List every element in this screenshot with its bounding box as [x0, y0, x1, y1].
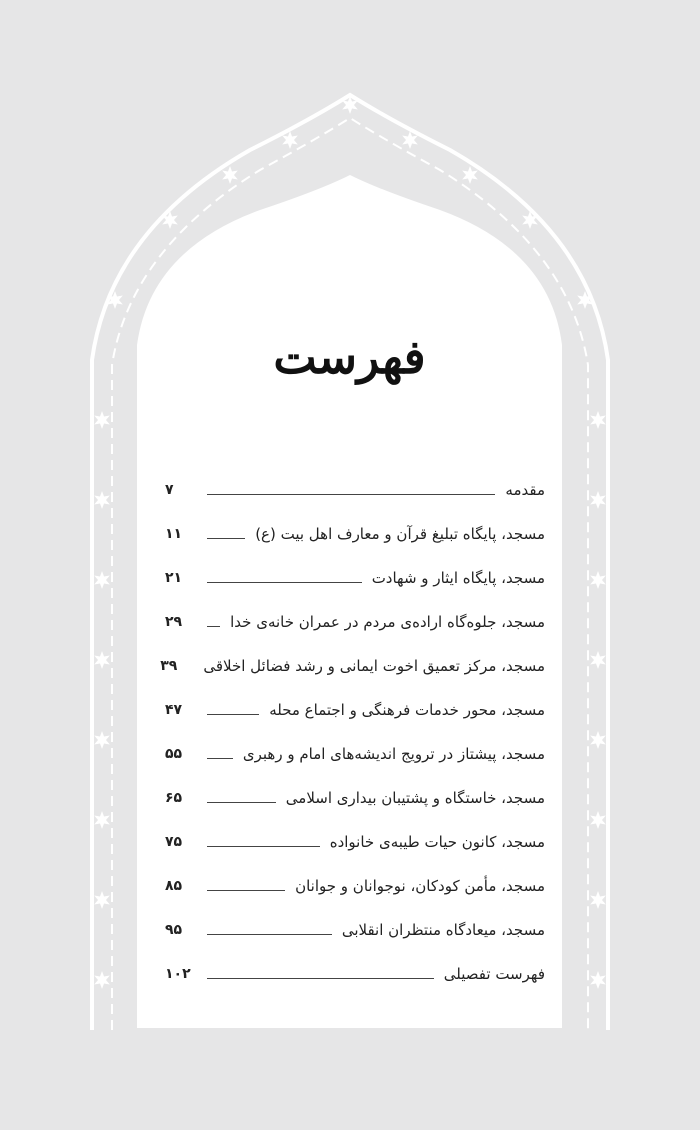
toc-entry-label: مسجد، پایگاه ایثار و شهادت [371, 569, 545, 587]
leader-line [207, 538, 245, 539]
toc-entry[interactable] [165, 908, 545, 952]
star-ornament [94, 571, 110, 589]
toc-entry-page: ۱۰۲ [165, 966, 191, 982]
star-ornament [94, 731, 110, 749]
toc-entry-label: مسجد، خاستگاه و پشتیبان بیداری اسلامی [285, 789, 545, 807]
leader-line [207, 494, 495, 495]
toc-entry[interactable] [165, 732, 545, 776]
toc-entry-label: مسجد، پیشتاز در ترویج اندیشه‌های امام و رهبری [242, 745, 545, 763]
toc-entry-page: ۷ [165, 482, 174, 498]
toc-entry-page: ۲۱ [165, 570, 183, 586]
toc-entry[interactable] [165, 512, 545, 556]
leader-line [207, 626, 220, 627]
star-ornament [590, 411, 606, 429]
star-ornament [590, 651, 606, 669]
toc-entry-label: مسجد، میعادگاه منتظران انقلابی [341, 921, 545, 939]
toc-entry-label: مسجد، جلوه‌گاه اراده‌ی مردم در عمران خانه‌ی خدا [230, 613, 545, 631]
toc-entry[interactable] [165, 556, 545, 600]
star-ornament [94, 651, 110, 669]
toc-entry[interactable] [165, 688, 545, 732]
star-ornament [222, 166, 238, 184]
leader-line [207, 582, 362, 583]
star-ornament [590, 491, 606, 509]
star-ornament [590, 811, 606, 829]
toc-entry[interactable] [165, 468, 545, 512]
toc-entry-page: ۵۵ [165, 746, 183, 762]
leader-line [207, 890, 285, 891]
star-ornament [590, 971, 606, 989]
toc-entry[interactable] [165, 600, 545, 644]
leader-line [207, 846, 320, 847]
page-title: فهرست [273, 330, 426, 384]
toc-entry-label: مسجد، مأمن کودکان، نوجوانان و جوانان [295, 877, 545, 895]
toc-entry-page: ۷۵ [165, 834, 183, 850]
toc-entry-page: ۳۹ [160, 658, 178, 674]
toc-entry-page: ۴۷ [165, 702, 183, 718]
toc-entry-label: مقدمه [505, 481, 545, 499]
toc-entry-label: مسجد، محور خدمات فرهنگی و اجتماع محله [269, 701, 545, 719]
leader-line [207, 714, 259, 715]
toc-entry-label: مسجد، مرکز تعمیق اخوت ایمانی و رشد فضائل اخلاقی [203, 657, 545, 675]
toc-entry[interactable] [165, 776, 545, 820]
star-ornament [94, 971, 110, 989]
leader-line [207, 978, 434, 979]
toc-entry-label: مسجد، کانون حیات طیبه‌ی خانواده [329, 833, 545, 851]
star-ornament [590, 891, 606, 909]
table-of-contents [160, 468, 545, 996]
toc-entry-label: فهرست تفصیلی [443, 965, 545, 983]
star-ornament [462, 166, 478, 184]
toc-entry-page: ۹۵ [165, 922, 183, 938]
star-ornament [94, 411, 110, 429]
star-ornament [590, 731, 606, 749]
toc-entry[interactable] [165, 820, 545, 864]
leader-line [207, 758, 233, 759]
toc-entry[interactable] [160, 644, 545, 688]
toc-entry-page: ۸۵ [165, 878, 183, 894]
leader-line [207, 802, 276, 803]
star-ornament [590, 571, 606, 589]
toc-entry-label: مسجد، پایگاه تبلیغ قرآن و معارف اهل بیت (ع) [255, 525, 545, 543]
toc-entry-page: ۶۵ [165, 790, 183, 806]
star-ornament [94, 811, 110, 829]
star-ornament [94, 891, 110, 909]
toc-entry-page: ۱۱ [165, 526, 183, 542]
leader-line [207, 934, 332, 935]
toc-entry[interactable] [165, 864, 545, 908]
star-ornament [94, 491, 110, 509]
toc-entry-page: ۲۹ [165, 614, 183, 630]
toc-entry[interactable] [165, 952, 545, 996]
